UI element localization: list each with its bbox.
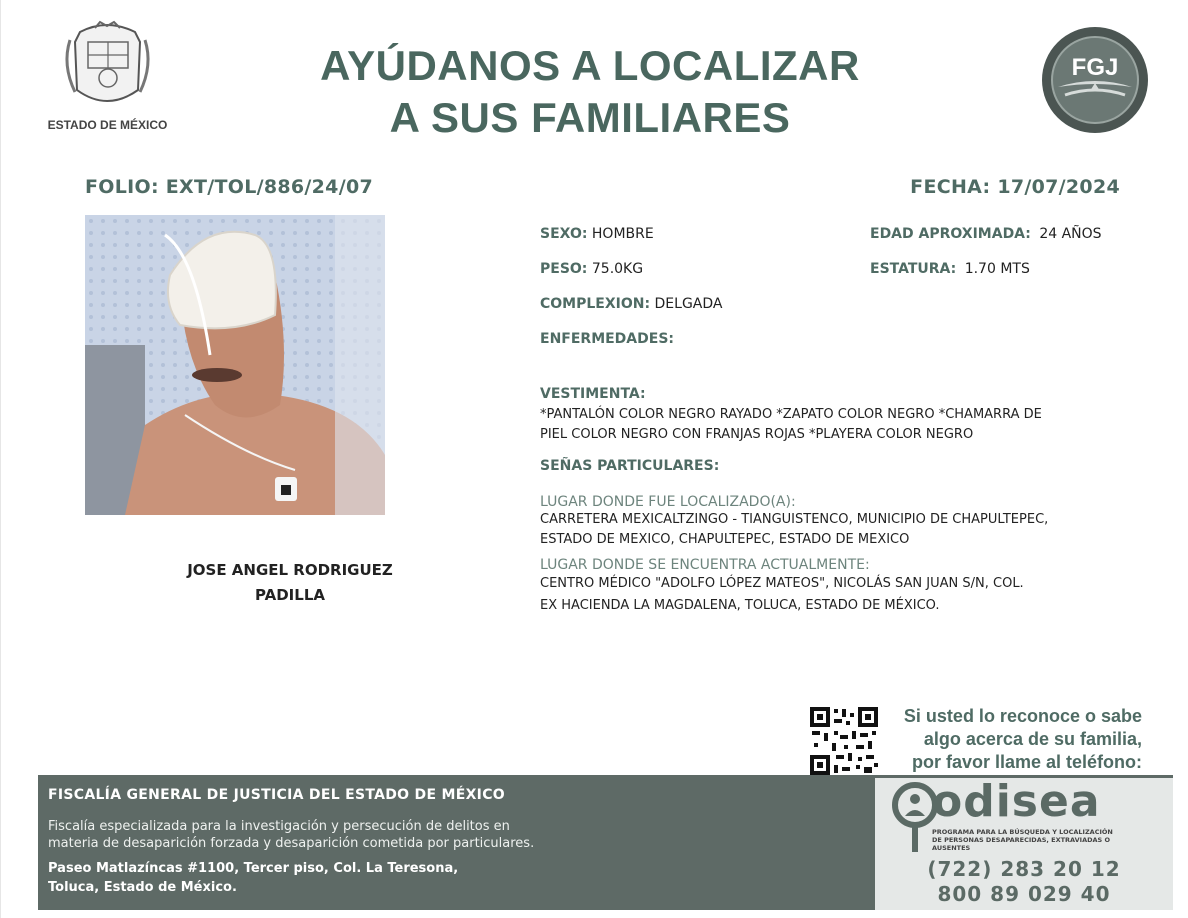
complexion-value: DELGADA (654, 296, 723, 312)
lugar-localizado-value (540, 510, 1130, 550)
field-edad (870, 226, 1102, 242)
page-title (230, 40, 950, 144)
lugar-actual-line-2: EX HACIENDA LA MAGDALENA, TOLUCA, ESTADO DE MÉXICO. (540, 598, 940, 613)
qr-code[interactable] (808, 705, 880, 777)
footer-description (48, 818, 534, 852)
estado-mexico-logo (40, 20, 175, 130)
odisea-logo-text: odisea (932, 776, 1101, 827)
fgj-logo-text: FGJ (1071, 54, 1119, 81)
footer-desc-line-2: materia de desaparición forzada y desaparición cometida por particulares. (48, 836, 535, 851)
vestimenta-value (540, 405, 1130, 445)
callout-line-1: Si usted lo reconoce o sabe (903, 706, 1142, 726)
sexo-value: HOMBRE (591, 226, 654, 242)
phone-number-2[interactable]: 800 89 029 40 (937, 882, 1111, 906)
person-name-line-1: JOSE ANGEL RODRIGUEZ (187, 561, 393, 579)
footer-addr-line-2: Toluca, Estado de México. (48, 880, 237, 895)
lugar-localizado-line-1: CARRETERA MEXICALTZINGO - TIANGUISTENCO, MUNICIPIO DE CHAPULTEPEC, (540, 512, 1049, 527)
vestimenta-label: VESTIMENTA: (540, 386, 646, 402)
folio-number: FOLIO: EXT/TOL/886/24/07 (85, 176, 373, 198)
edad-value: 24 AÑOS (1039, 226, 1102, 242)
person-name-line-2: PADILLA (255, 586, 325, 604)
title-line-1: AYÚDANOS A LOCALIZAR (320, 42, 860, 89)
sexo-label: SEXO: (540, 226, 588, 242)
person-photo-image (85, 215, 385, 515)
fgj-logo (1040, 25, 1150, 135)
footer-address (48, 859, 458, 897)
field-complexion (540, 296, 723, 312)
peso-label: PESO: (540, 261, 588, 277)
page-edge (0, 0, 1, 918)
enfermedades-label: ENFERMEDADES: (540, 331, 675, 347)
senas-label: SEÑAS PARTICULARES: (540, 458, 720, 474)
lugar-localizado-line-2: ESTADO DE MEXICO, CHAPULTEPEC, ESTADO DE MEXICO (540, 532, 910, 547)
callout-text (880, 705, 1142, 774)
footer-title: FISCALÍA GENERAL DE JUSTICIA DEL ESTADO DE MÉXICO (48, 787, 505, 803)
odisea-subtitle (932, 828, 1113, 852)
estatura-label: ESTATURA: (870, 261, 957, 277)
field-sexo (540, 226, 654, 242)
peso-value: 75.0KG (591, 261, 644, 277)
complexion-label: COMPLEXION: (540, 296, 651, 312)
lugar-actual-label: LUGAR DONDE SE ENCUENTRA ACTUALMENTE: (540, 557, 870, 573)
edad-label: EDAD APROXIMADA: (870, 226, 1031, 242)
vestimenta-line-1: *PANTALÓN COLOR NEGRO RAYADO *ZAPATO COLOR NEGRO *CHAMARRA DE (540, 407, 1042, 422)
lugar-actual-value (540, 573, 1130, 617)
qr-code-icon (808, 705, 880, 777)
coat-of-arms-icon (40, 20, 175, 110)
person-photo (85, 215, 385, 515)
odisea-sub-1: PROGRAMA PARA LA BÚSQUEDA Y LOCALIZACIÓN (932, 828, 1113, 836)
field-estatura (870, 261, 1030, 277)
odisea-sub-2: DE PERSONAS DESAPARECIDAS, EXTRAVIADAS O (932, 836, 1111, 844)
callout-line-3: por favor llame al teléfono: (911, 752, 1142, 772)
title-line-2: A SUS FAMILIARES (389, 94, 791, 141)
footer-desc-line-1: Fiscalía especializada para la investigación y persecución de delitos en (48, 819, 510, 834)
phone-number-1[interactable]: (722) 283 20 12 (927, 857, 1121, 881)
field-peso (540, 261, 643, 277)
lugar-actual-line-1: CENTRO MÉDICO "ADOLFO LÓPEZ MATEOS", NICOLÁS SAN JUAN S/N, COL. (540, 576, 1024, 591)
callout-line-2: algo acerca de su familia, (923, 729, 1142, 749)
fgj-seal-icon (1040, 25, 1150, 135)
estatura-value: 1.70 MTS (964, 261, 1030, 277)
state-label: ESTADO DE MÉXICO (47, 118, 168, 132)
odisea-logo (890, 776, 1160, 855)
person-name (110, 558, 470, 608)
report-date: FECHA: 17/07/2024 (910, 176, 1120, 198)
lugar-localizado-label: LUGAR DONDE FUE LOCALIZADO(A): (540, 494, 796, 510)
odisea-sub-3: AUSENTES (932, 844, 971, 852)
vestimenta-line-2: PIEL COLOR NEGRO CON FRANJAS ROJAS *PLAYERA COLOR NEGRO (540, 427, 974, 442)
footer-addr-line-1: Paseo Matlazíncas #1100, Tercer piso, Col. La Teresona, (48, 861, 459, 876)
